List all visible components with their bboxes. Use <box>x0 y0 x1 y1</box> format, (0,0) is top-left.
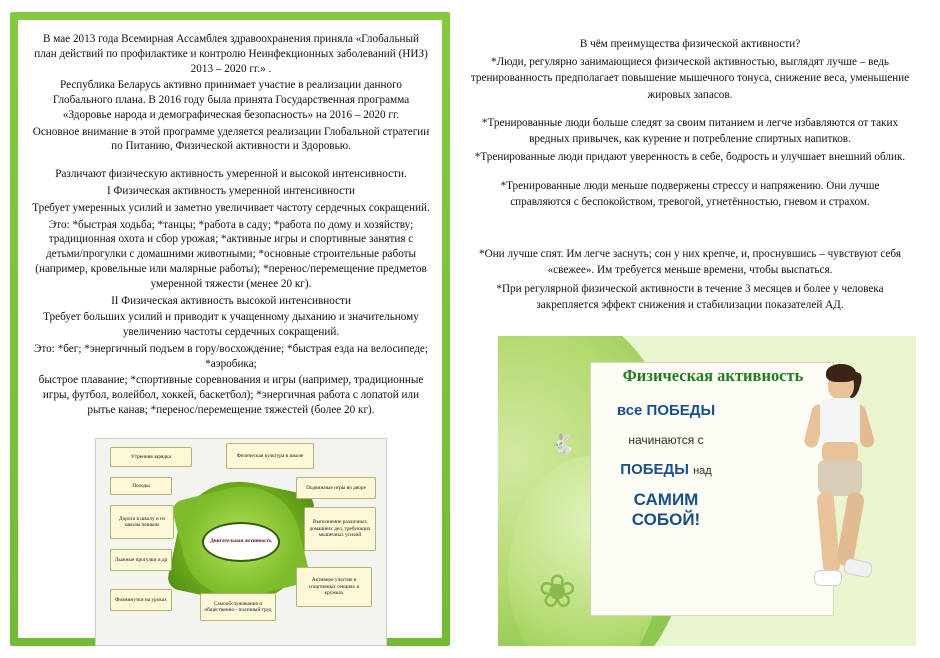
butterfly-icon-large: ❀ <box>538 566 577 617</box>
diagram-box-4: Подвижные игры во дворе <box>296 477 376 499</box>
left-subheading-2: II Физическая активность высокой интенсивности <box>111 294 351 307</box>
motor-activity-diagram <box>95 438 387 646</box>
runner-leg-left <box>816 491 840 574</box>
left-subheading-1: I Физическая активность умеренной интенсивности <box>107 185 355 198</box>
poster-line-3-small: над <box>693 465 712 477</box>
poster-line-2: начинаются с <box>628 433 704 447</box>
right-spacer-2 <box>470 168 910 178</box>
left-para-8: Это: *быстрая ходьба; *танцы; *работа в саду; *работа по дому и хозяйству; традиционная охота и сбор урожая; *активные игры и спортивные занятия с детьми/прогулки с домашними животными; *основные строительные работы (например, кровельные или малярные работы); *перенос/перемещение предметов умеренной тяжести (менее 20 кг). <box>35 218 427 290</box>
diagram-box-6: Выполнение различных домашних дел, требующих мышечных усилий <box>304 507 376 551</box>
diagram-box-3: Походы <box>110 477 172 495</box>
right-spacer-1 <box>470 105 910 115</box>
diagram-center-label: Двигательная активность <box>202 522 280 562</box>
runner-photo <box>786 364 904 632</box>
poster-slogan <box>602 402 730 530</box>
diagram-box-9: Самообслуживание и общественно - полезный труд <box>200 593 276 621</box>
right-para-3: *Тренированные люди придают уверенность в себе, бодрость и улучшает внешний облик. <box>474 151 906 164</box>
right-heading: В чём преимущества физической активности? <box>579 38 801 50</box>
right-para-2: *Тренированные люди больше следят за своим питанием и легче избавляются от таких вредных привычек, как курение и потребление спиртных напитков. <box>481 116 899 146</box>
left-para-12: быстрое плавание; *спортивные соревнования и игры (например, традиционные игры, футбол, волейбол, хоккей, баскетбол); *энергичная работа с лопатой или рытье канав; *перенос/перемещение тяжестей (более 20 кг). <box>38 374 424 416</box>
diagram-box-1: Утренняя зарядка <box>110 447 192 467</box>
runner-shorts <box>818 460 862 496</box>
left-para-3: Основное внимание в этой программе уделяется реализации Глобальной стратегии по Питанию, Физической активности и Здоровью. <box>32 125 430 153</box>
right-para-1: *Люди, регулярно занимающиеся физической активностью, выглядят лучше – ведь тренированность предполагает повышение мышечного тонуса, снижение веса, уменьшение жировых запасов. <box>470 56 910 101</box>
right-spacer-3 <box>470 212 910 246</box>
runner-hair <box>826 364 856 382</box>
runner-waist <box>822 442 858 462</box>
runner-top <box>820 398 860 444</box>
left-para-5: Различают физическую активность умеренной и высокой интенсивности. <box>55 168 407 181</box>
left-para-1: В мае 2013 года Всемирная Ассамблея здравоохранения приняла «Глобальный план действий по профилактике и контролю Неинфекционных заболеваний (НИЗ) 2013 – 2020 гг.» . <box>34 33 428 75</box>
diagram-box-10: Активное участие в спортивных секциях и кружках <box>296 567 372 607</box>
poster-line-3-strong: ПОБЕДЫ <box>620 461 689 478</box>
poster-line-3 <box>602 461 730 478</box>
runner-shoe-left <box>814 570 842 586</box>
poster-title: Физическая активность <box>622 366 804 385</box>
left-spacer-1 <box>32 156 430 165</box>
left-para-10: Требует больших усилий и приводит к учащенному дыханию и значительному увеличению частоты сердечных сокращений. <box>43 311 419 339</box>
right-para-5: *Они лучше спят. Им легче заснуть; сон у них крепче, и, проснувшись – чувствуют себя «свежее». Им требуется меньше времени, чтобы выспаться. <box>479 248 901 277</box>
runner-leg-right <box>836 491 866 567</box>
diagram-box-7: Лыжные прогулки и др <box>110 549 172 571</box>
right-para-6: *При регулярной физической активности в течение 3 месяцев и более у человека закрепляется эффект снижения и стабилизации показателей АД. <box>496 282 884 311</box>
left-para-7: Требует умеренных усилий и заметно увеличивает частоту сердечных сокращений. <box>32 201 430 214</box>
butterfly-icon: 🐇 <box>550 434 575 456</box>
left-para-2: Республика Беларусь активно принимает участие в реализации данного Глобального плана. В 2016 году была принята Государственная программа «Здоровье народа и демографическая безопасность» на 2016 – 2020 гг. <box>52 79 410 121</box>
poster-line-1: все ПОБЕДЫ <box>616 402 716 419</box>
runner-shoe-right <box>843 557 874 578</box>
diagram-box-5: Дорога в школу и из школы пешком <box>110 505 174 539</box>
right-para-4: *Тренированные люди меньше подвержены стрессу и напряжению. Они лучше справляются с беспокойством, тревогой, угнетённостью, гневом и страхом. <box>500 179 880 208</box>
poster-line-4: САМИМ СОБОЙ! <box>631 490 701 529</box>
left-body-text <box>32 32 430 420</box>
left-para-11: Это: *бег; *энергичный подъем в гору/восхождение; *быстрая езда на велосипеде; *аэробика; <box>34 342 428 370</box>
diagram-box-2: Физическая культура в школе <box>226 443 314 469</box>
motivational-poster <box>498 336 916 646</box>
right-body-text <box>470 36 910 315</box>
diagram-box-8: Физминутки на уроках <box>110 589 172 611</box>
